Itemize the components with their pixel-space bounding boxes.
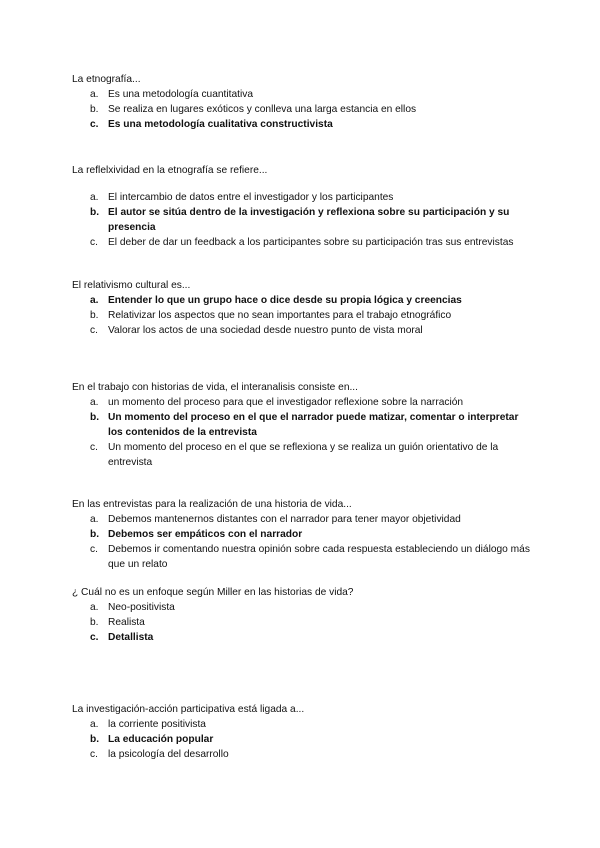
option-c: c. Un momento del proceso en el que se reflexiona y se realiza un guión orientativo de la entrevista — [90, 442, 499, 468]
question-stem: El relativismo cultural es... — [72, 280, 191, 291]
option-b-correct: b. Un momento del proceso en el que el narrador puede matizar, comentar o interpretar los contenidos de la entrevista — [90, 412, 519, 438]
question-1 — [72, 72, 532, 132]
question-3 — [72, 278, 532, 338]
option-list — [72, 512, 532, 572]
option-c: c. Valorar los actos de una sociedad desde nuestro punto de vista moral — [90, 325, 423, 336]
question-stem: La investigación-acción participativa está ligada a... — [72, 704, 305, 715]
question-stem: En las entrevistas para la realización de una historia de vida... — [72, 499, 352, 510]
question-stem: La reflelxividad en la etnografía se refiere... — [72, 165, 268, 176]
option-b-correct: b. La educación popular — [90, 734, 214, 745]
option-a: a. un momento del proceso para que el investigador reflexione sobre la narración — [90, 397, 464, 408]
option-list — [72, 190, 532, 250]
option-c-correct: c. Es una metodología cualitativa constructivista — [90, 119, 333, 130]
option-c: c. Debemos ir comentando nuestra opinión sobre cada respuesta estableciendo un diálogo más que un relato — [90, 544, 530, 570]
question-stem: La etnografía... — [72, 74, 141, 85]
option-c-correct: c. Detallista — [90, 632, 154, 643]
option-b: b. Se realiza en lugares exóticos y conlleva una larga estancia en ellos — [90, 104, 417, 115]
option-b: b. Relativizar los aspectos que no sean importantes para el trabajo etnográfico — [90, 310, 452, 321]
question-5 — [72, 497, 532, 572]
option-a-correct: a. Entender lo que un grupo hace o dice desde su propia lógica y creencias — [90, 295, 462, 306]
option-list — [72, 293, 532, 338]
option-b-correct: b. El autor se sitúa dentro de la investigación y reflexiona sobre su participación y su presencia — [90, 207, 510, 233]
option-list — [72, 395, 532, 470]
option-b: b. Realista — [90, 617, 145, 628]
option-a: a. Debemos mantenernos distantes con el narrador para tener mayor objetividad — [90, 514, 461, 525]
option-list — [72, 717, 532, 762]
option-c: c. El deber de dar un feedback a los participantes sobre su participación tras sus entrevistas — [90, 237, 514, 248]
question-6 — [72, 585, 532, 645]
question-2 — [72, 163, 532, 250]
option-a: a. El intercambio de datos entre el investigador y los participantes — [90, 192, 394, 203]
question-stem: En el trabajo con historias de vida, el interanalisis consiste en... — [72, 382, 358, 393]
option-list — [72, 600, 532, 645]
option-c: c. la psicología del desarrollo — [90, 749, 229, 760]
option-a: a. la corriente positivista — [90, 719, 206, 730]
option-list — [72, 87, 532, 132]
question-stem: ¿ Cuál no es un enfoque según Miller en las historias de vida? — [72, 587, 354, 598]
question-7 — [72, 702, 532, 762]
option-a: a. Es una metodología cuantitativa — [90, 89, 253, 100]
option-b-correct: b. Debemos ser empáticos con el narrador — [90, 529, 303, 540]
option-a: a. Neo-positivista — [90, 602, 175, 613]
question-4 — [72, 380, 532, 470]
